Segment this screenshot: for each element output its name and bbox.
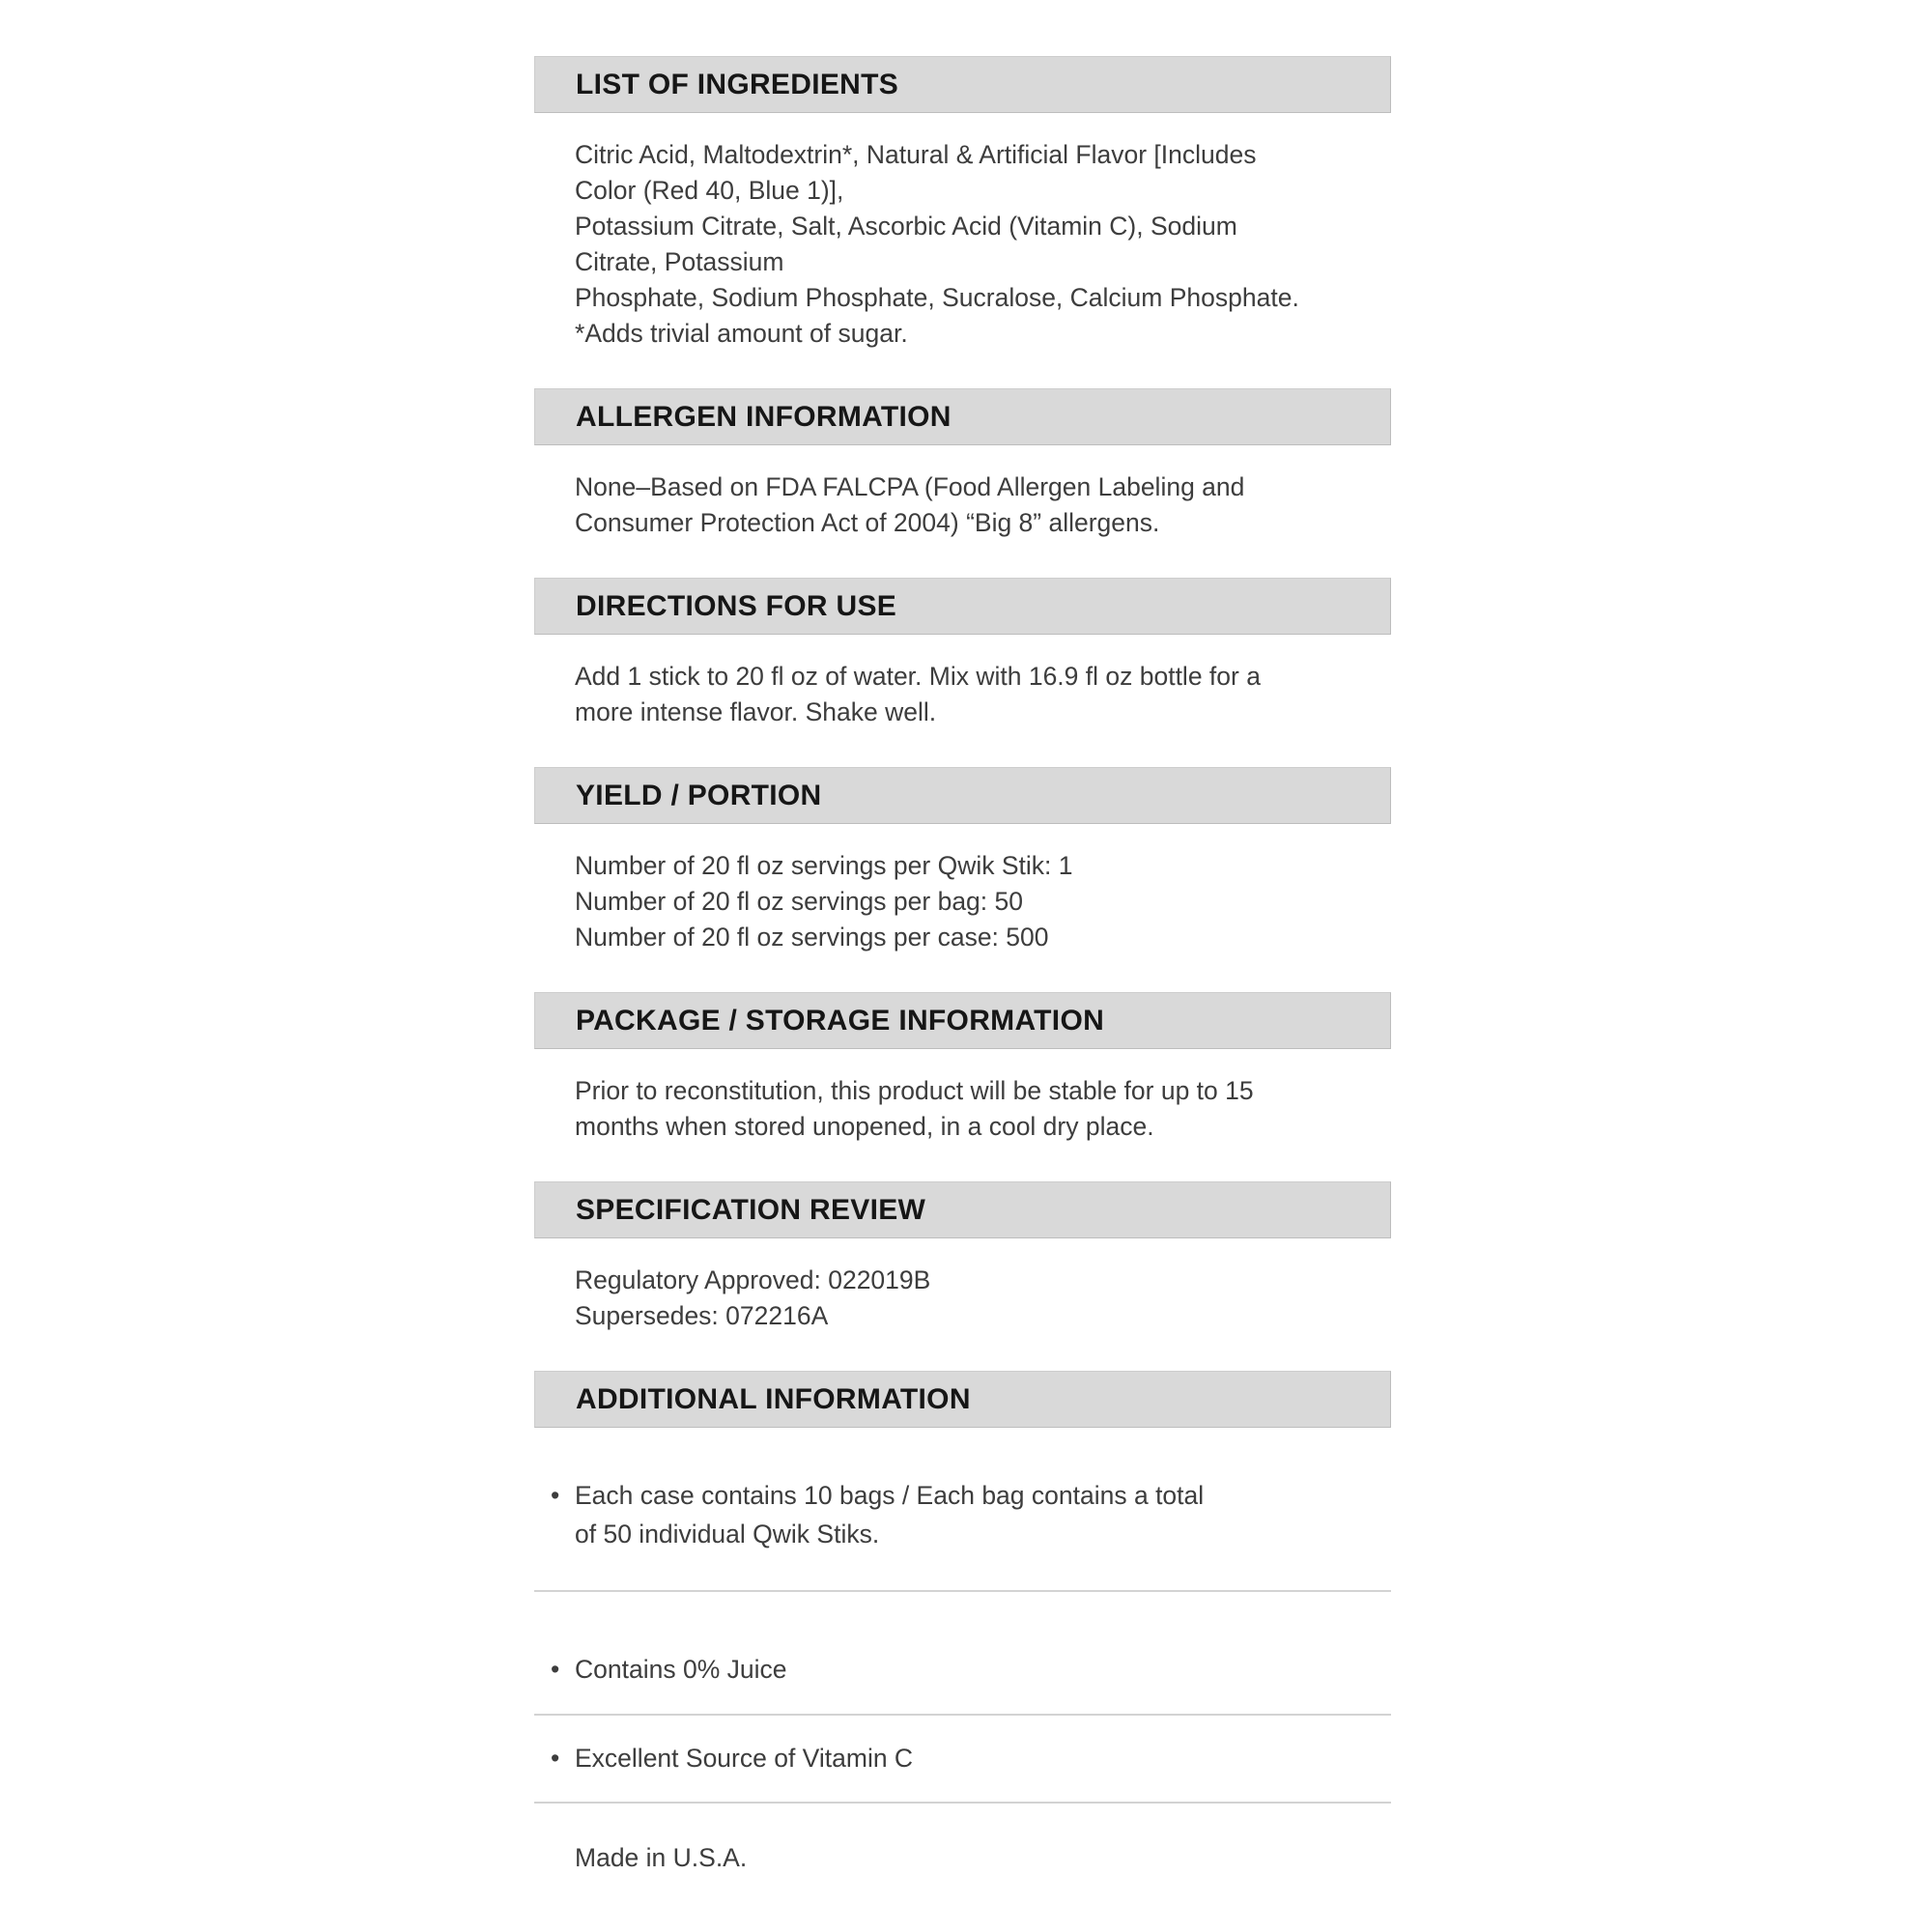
text-line: Excellent Source of Vitamin C xyxy=(575,1744,914,1773)
text-line: None–Based on FDA FALCPA (Food Allergen Labeling and xyxy=(575,472,1245,501)
text-line: Potassium Citrate, Salt, Ascorbic Acid (Vitamin C), Sodium xyxy=(575,212,1237,241)
section-title: YIELD / PORTION xyxy=(576,779,822,811)
text-line: Number of 20 fl oz servings per bag: 50 xyxy=(575,887,1023,916)
made-in-note: Made in U.S.A. xyxy=(575,1843,748,1872)
bullet-item-juice-content xyxy=(534,1650,1391,1689)
text-line: months when stored unopened, in a cool dry place. xyxy=(575,1112,1154,1141)
section-title: DIRECTIONS FOR USE xyxy=(576,589,897,622)
bullet-item-vitamin-c xyxy=(534,1739,1391,1777)
section-title: SPECIFICATION REVIEW xyxy=(576,1193,926,1226)
section-header-bar xyxy=(534,388,1391,445)
text-line: Consumer Protection Act of 2004) “Big 8” allergens. xyxy=(575,508,1160,537)
product-spec-content-column xyxy=(534,56,1391,1877)
divider xyxy=(534,1590,1391,1592)
bullet-dot-icon xyxy=(534,1650,575,1689)
text-line: *Adds trivial amount of sugar. xyxy=(575,319,908,348)
bullet-dot-icon xyxy=(534,1476,575,1515)
section-header-bar xyxy=(534,578,1391,635)
text-line: Phosphate, Sodium Phosphate, Sucralose, Calcium Phosphate. xyxy=(575,283,1299,312)
text-line: Contains 0% Juice xyxy=(575,1655,787,1684)
section-body xyxy=(534,1049,1391,1145)
section-specification-review xyxy=(534,1181,1391,1334)
text-line: Number of 20 fl oz servings per case: 500 xyxy=(575,923,1049,952)
divider xyxy=(534,1802,1391,1804)
section-header-bar xyxy=(534,1181,1391,1238)
section-additional-information xyxy=(534,1371,1391,1877)
section-title: LIST OF INGREDIENTS xyxy=(576,68,899,100)
section-title: ADDITIONAL INFORMATION xyxy=(576,1382,971,1415)
section-body xyxy=(534,824,1391,955)
text-line: Regulatory Approved: 022019B xyxy=(575,1265,931,1294)
section-header-bar xyxy=(534,992,1391,1049)
section-header-bar xyxy=(534,56,1391,113)
section-title: ALLERGEN INFORMATION xyxy=(576,400,952,433)
text-line: Each case contains 10 bags / Each bag contains a total xyxy=(575,1481,1205,1510)
section-allergen-information xyxy=(534,388,1391,541)
text-line: Number of 20 fl oz servings per Qwik Stik: 1 xyxy=(575,851,1073,880)
bullet-dot-icon xyxy=(534,1739,575,1777)
section-body xyxy=(534,1238,1391,1334)
text-line: Citrate, Potassium xyxy=(575,247,784,276)
section-body xyxy=(534,113,1391,352)
bullet-text xyxy=(575,1739,1391,1777)
text-line: Supersedes: 072216A xyxy=(575,1301,829,1330)
section-directions-for-use xyxy=(534,578,1391,730)
bullet-text xyxy=(575,1476,1391,1553)
bullet-text xyxy=(575,1650,1391,1689)
bullet-item-case-contents xyxy=(534,1476,1391,1553)
text-line: Color (Red 40, Blue 1)], xyxy=(575,176,844,205)
section-body xyxy=(534,445,1391,541)
section-list-of-ingredients xyxy=(534,56,1391,352)
text-line: Add 1 stick to 20 fl oz of water. Mix with 16.9 fl oz bottle for a xyxy=(575,662,1261,691)
section-header-bar xyxy=(534,1371,1391,1428)
divider xyxy=(534,1714,1391,1716)
text-line: Prior to reconstitution, this product will be stable for up to 15 xyxy=(575,1076,1254,1105)
section-header-bar xyxy=(534,767,1391,824)
text-line: Citric Acid, Maltodextrin*, Natural & Artificial Flavor [Includes xyxy=(575,140,1257,169)
section-body xyxy=(534,635,1391,730)
text-line: more intense flavor. Shake well. xyxy=(575,697,937,726)
section-package-storage-information xyxy=(534,992,1391,1145)
section-title: PACKAGE / STORAGE INFORMATION xyxy=(576,1004,1105,1037)
text-line: of 50 individual Qwik Stiks. xyxy=(575,1520,880,1548)
section-yield-portion xyxy=(534,767,1391,955)
